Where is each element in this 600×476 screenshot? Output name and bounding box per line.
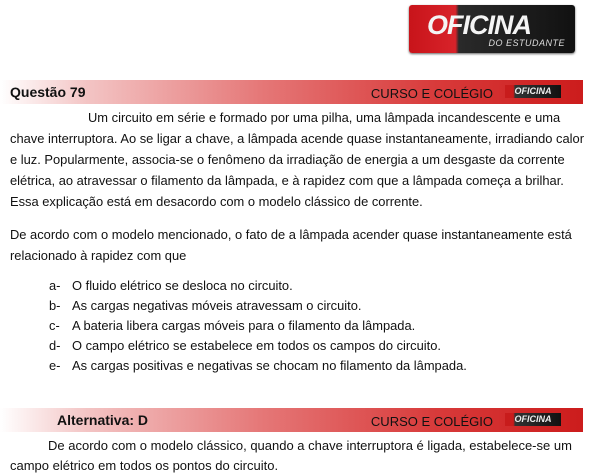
answer-title: Alternativa: D xyxy=(57,412,149,428)
answer-header-bar xyxy=(0,408,583,432)
option-c xyxy=(49,316,467,336)
option-letter: b- xyxy=(49,298,61,313)
option-e xyxy=(49,356,467,376)
curso-label: CURSO E COLÉGIO xyxy=(370,86,493,101)
oficina-badge: OFICINA xyxy=(505,413,561,426)
option-text: As cargas negativas móveis atravessam o circuito. xyxy=(72,298,362,313)
question-header-bar xyxy=(0,80,583,104)
option-text: O campo elétrico se estabelece em todos os campos do circuito. xyxy=(72,338,441,353)
option-d xyxy=(49,336,467,356)
logo-text: OFICINA xyxy=(427,10,531,40)
option-text: A bateria libera cargas móveis para o filamento da lâmpada. xyxy=(72,318,416,333)
question-title: Questão 79 xyxy=(10,84,86,100)
curso-label: CURSO E COLÉGIO xyxy=(370,414,493,429)
question-paragraph-2: De acordo com o modelo mencionado, o fato de a lâmpada acender quase instantaneamente está relacionado à rapidez com que xyxy=(10,227,572,263)
question-paragraph-1: Um circuito em série e formado por uma pilha, uma lâmpada incandescente e uma chave interruptora. Ao se ligar a chave, a lâmpada acende quase instantaneamente, irradiando calor e luz. Popularmente, associa-se o fenômeno da irradiação de energia a um desgaste da corrente elétrica, ao atravessar o filamento da lâmpada, e à rapidez com que a lâmpada começa a brilhar. Essa explicação está em desacordo com o modelo clássico de corrente. xyxy=(10,110,584,209)
options-list xyxy=(49,276,467,376)
oficina-logo xyxy=(409,5,575,53)
option-text: As cargas positivas e negativas se chocam no filamento da lâmpada. xyxy=(72,358,467,373)
option-letter: d- xyxy=(49,338,61,353)
option-a xyxy=(49,276,467,296)
logo-subtext: DO ESTUDANTE xyxy=(488,38,565,48)
option-letter: e- xyxy=(49,358,61,373)
oficina-badge: OFICINA xyxy=(505,85,561,98)
option-b xyxy=(49,296,467,316)
option-letter: c- xyxy=(49,318,60,333)
answer-text: De acordo com o modelo clássico, quando a chave interruptora é ligada, estabelece-se um campo elétrico em todos os pontos do circuito. xyxy=(10,438,572,473)
option-text: O fluido elétrico se desloca no circuito. xyxy=(72,278,293,293)
option-letter: a- xyxy=(49,278,61,293)
